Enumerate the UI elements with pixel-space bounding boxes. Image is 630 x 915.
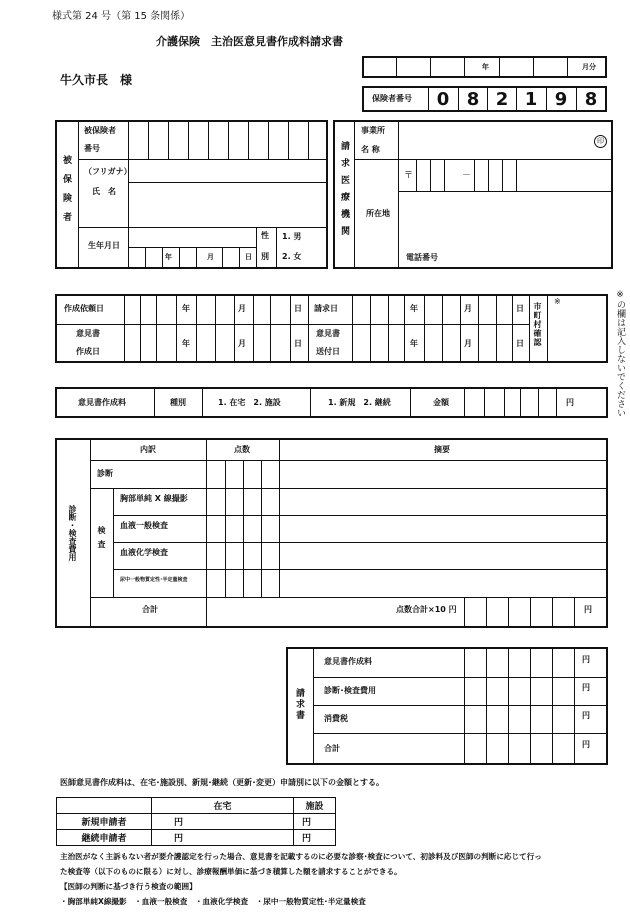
footnote-4: ・胸部単純X線撮影 ・血液一般検査 ・血液化学検査 ・尿中一般物質定性･半定量検査 <box>60 897 366 906</box>
city-check-label: 市町村確認 <box>533 302 542 347</box>
col-points-header: 点数 <box>234 445 250 454</box>
claim-row-opinion-fee: 意見書作成料 <box>324 657 372 666</box>
fee-label: 意見書作成料 <box>78 398 126 407</box>
test-blood-chemistry: 血液化学検査 <box>120 548 168 557</box>
form-number: 様式第 24 号（第 15 条関係） <box>52 11 191 22</box>
exam-side-label: 診断・検査費用 <box>68 505 77 561</box>
medical-side-label: 請求医療機関 <box>339 141 349 243</box>
claim-yen: 円 <box>582 711 590 720</box>
test-label: 検査 <box>97 526 106 554</box>
opinion-date-label: 意見書 <box>76 329 100 338</box>
claim-date-label: 請求日 <box>314 304 338 313</box>
claim-side-label: 請求書 <box>294 688 304 721</box>
date-year: 年 <box>182 339 190 348</box>
exam-section <box>55 438 608 628</box>
send-date-label: 意見書 <box>316 329 340 338</box>
footnote-2: た検査等（以下のものに限る）に対し、診療報酬単価に基づき積算した額を請求することができる。 <box>60 867 402 876</box>
opinion-date-label-2: 作成日 <box>76 347 100 356</box>
fee-header-blank <box>57 798 152 814</box>
insurer-digit: 8 <box>466 89 480 110</box>
request-date-label: 作成依頼日 <box>64 304 104 313</box>
birth-day: 日 <box>245 253 252 261</box>
name-label: 氏 名 <box>92 187 116 196</box>
date-month: 月 <box>464 304 472 313</box>
amount-label: 金額 <box>433 398 449 407</box>
insurer-digit: 2 <box>495 89 509 110</box>
date-day: 日 <box>294 339 302 348</box>
claim-row-exam-fee: 診断･検査費用 <box>324 686 376 695</box>
insured-number-label-2: 番号 <box>84 144 100 153</box>
type-label: 種別 <box>170 398 186 407</box>
page-title: 介護保険 主治医意見書作成料請求書 <box>156 35 343 48</box>
postal-dash: － <box>462 171 472 181</box>
insurer-digit: 8 <box>584 89 598 110</box>
fee-cont-home: 円 <box>152 830 294 846</box>
insured-side-label: 被保険者 <box>61 155 71 231</box>
office-name-field[interactable] <box>399 122 611 158</box>
col-desc-header: 摘要 <box>434 445 450 454</box>
fee-note-heading: 医師意見書作成料は、在宅･施設別、新規･継続（更新･変更）申請別に以下の金額とする。 <box>60 778 384 787</box>
date-day: 日 <box>294 304 302 313</box>
date-month: 月 <box>464 339 472 348</box>
col-item-header: 内訳 <box>140 445 156 454</box>
fee-schedule-table <box>56 797 336 846</box>
test-blood-general: 血液一般検査 <box>120 521 168 530</box>
fee-row-cont-label: 継続申請者 <box>57 830 152 846</box>
footnote-3: 【医師の判断に基づき行う検査の範囲】 <box>60 882 197 891</box>
sex-label-2: 別 <box>261 252 269 261</box>
date-month: 月 <box>238 339 246 348</box>
claim-yen: 円 <box>582 683 590 692</box>
office-label-2: 名 称 <box>361 145 380 154</box>
insurer-digit: 1 <box>524 89 538 110</box>
claim-row-total: 合計 <box>324 744 340 753</box>
phone-label: 電話番号 <box>406 253 438 262</box>
date-year: 年 <box>410 304 418 313</box>
note-mark: ※ <box>554 297 561 306</box>
date-day: 日 <box>516 304 524 313</box>
date-year: 年 <box>410 339 418 348</box>
sex-option-female[interactable]: 2. 女 <box>282 252 302 261</box>
birth-label: 生年月日 <box>88 241 120 250</box>
fee-cont-facility: 円 <box>294 830 336 846</box>
yen-label: 円 <box>566 398 574 407</box>
claim-row-tax: 消費税 <box>324 714 348 723</box>
name-field[interactable] <box>129 183 326 226</box>
year-label: 年 <box>482 63 489 71</box>
points-total-label: 点数合計×10 円 <box>396 605 457 614</box>
birth-month: 月 <box>207 253 214 261</box>
sex-label: 性 <box>261 231 269 240</box>
new-continuing-options[interactable]: 1. 新規 2. 継続 <box>328 398 391 407</box>
sex-option-male[interactable]: 1. 男 <box>282 232 302 241</box>
diagnosis-label: 診断 <box>97 469 113 478</box>
fee-row-new-label: 新規申請者 <box>57 814 152 830</box>
home-facility-options[interactable]: 1. 在宅 2. 施設 <box>218 398 281 407</box>
claim-yen: 円 <box>582 655 590 664</box>
seal-mark: 印 <box>594 135 607 148</box>
postal-mark: 〒 <box>404 171 414 181</box>
claim-yen: 円 <box>582 740 590 749</box>
exam-total-label: 合計 <box>142 605 158 614</box>
date-year: 年 <box>182 304 190 313</box>
fee-header-facility: 施設 <box>294 798 336 814</box>
office-label: 事業所 <box>361 126 385 135</box>
test-chest-xray: 胸部単純 X 線撮影 <box>120 494 188 503</box>
address-field[interactable] <box>399 192 611 246</box>
insured-number-label: 被保険者 <box>84 126 116 135</box>
insurer-digit: 9 <box>554 89 568 110</box>
fee-new-home: 円 <box>152 814 294 830</box>
birth-year: 年 <box>165 253 172 261</box>
fee-header-home: 在宅 <box>152 798 294 814</box>
date-day: 日 <box>516 339 524 348</box>
month-label: 月分 <box>582 63 596 71</box>
test-urine: 尿中一般物質定性･半定量検査 <box>120 577 188 583</box>
side-note: ※の欄は記入しないでください <box>615 290 625 417</box>
addressee: 牛久市長 様 <box>60 73 133 87</box>
insurer-digit: 0 <box>436 89 450 110</box>
address-label: 所在地 <box>366 209 390 218</box>
furigana-label: （フリガナ） <box>84 167 132 176</box>
fee-new-facility: 円 <box>294 814 336 830</box>
send-date-label-2: 送付日 <box>316 347 340 356</box>
footnote-1: 主治医がなく主訴もない者が要介護認定を行った場合、意見書を記載するのに必要な診察･検査について、初診料及び医師の判断に応じて行っ <box>60 852 542 861</box>
insurer-number-label: 保険者番号 <box>372 94 412 103</box>
date-month: 月 <box>238 304 246 313</box>
exam-yen: 円 <box>584 605 592 614</box>
